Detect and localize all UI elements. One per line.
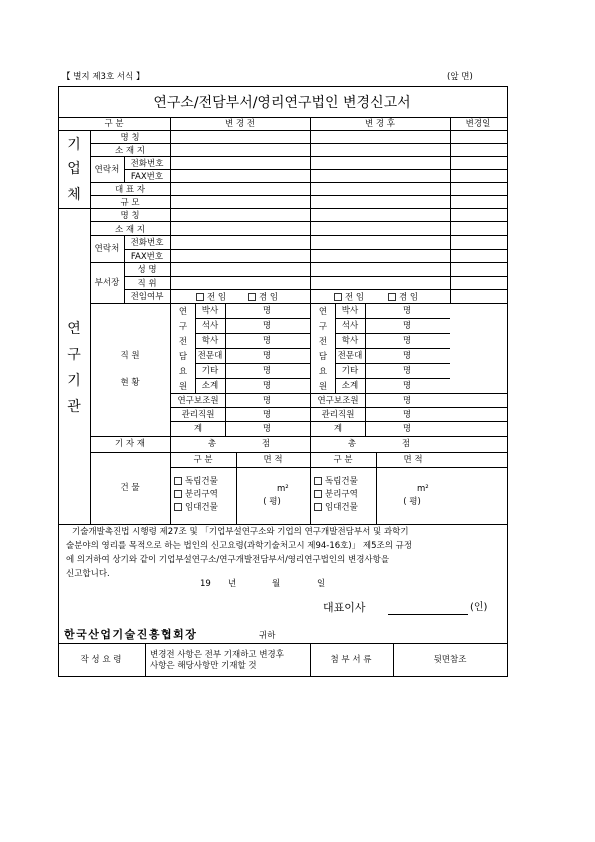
before-unit: 명	[262, 336, 272, 346]
before-researcher-char: 요	[178, 367, 188, 377]
declaration-line-4: 신고합니다.	[66, 569, 110, 579]
before-unit: 명	[262, 424, 272, 434]
form-number: 【 별지 제3호 서식 】	[62, 72, 145, 82]
col-after: 변 경 후	[364, 119, 396, 129]
before-staff-extra: 관리직원	[181, 410, 215, 420]
before-unit: 명	[262, 381, 272, 391]
before-degree-label: 전문대	[197, 351, 223, 361]
staff-label: 직 원	[120, 351, 140, 361]
after-equip-total: 총	[347, 439, 357, 449]
after-degree-label: 소계	[341, 381, 359, 391]
recipient-suffix: 귀하	[259, 631, 276, 641]
before-sqm: m²	[277, 484, 289, 494]
after-unit: 명	[402, 410, 412, 420]
after-unit: 명	[402, 396, 412, 406]
before-degree-label: 석사	[201, 321, 219, 331]
checkbox-icon[interactable]	[314, 477, 322, 485]
before-unit: 명	[262, 351, 272, 361]
after-bld-category: 구 분	[333, 455, 353, 465]
page-side: (앞 면)	[447, 72, 473, 82]
after-degree-label: 전문대	[337, 351, 363, 361]
before-building-option[interactable]: 임대건물	[174, 503, 218, 512]
declaration-line-2: 술분야의 영리를 목적으로 하는 법인의 신고요령(과학기술처고시 제94-16호)」 제5조의 규정	[66, 541, 413, 551]
after-pyeong: ( 평)	[403, 497, 421, 507]
company-contact-label: 연락처	[94, 165, 120, 175]
checkbox-icon[interactable]	[388, 293, 396, 301]
signer-label: 대표이사	[323, 601, 366, 614]
after-researcher-char: 전	[318, 337, 328, 347]
date-year-label: 년	[228, 579, 237, 589]
lab-address-label: 소 재 지	[114, 225, 146, 235]
after-building-option[interactable]: 독립건물	[314, 477, 358, 486]
after-researcher-char: 연	[318, 307, 328, 317]
before-building-option[interactable]: 분리구역	[174, 490, 218, 499]
lab-fax-label: FAX번호	[130, 252, 164, 262]
before-building-option[interactable]: 독립건물	[174, 477, 218, 486]
before-bld-category: 구 분	[193, 455, 213, 465]
before-degree-label: 박사	[201, 306, 219, 316]
checkbox-icon[interactable]	[314, 503, 322, 511]
equipment-label: 기 자 재	[114, 439, 146, 449]
after-unit: 명	[402, 306, 412, 316]
company-scale-label: 규 모	[120, 198, 140, 208]
before-equip-unit: 점	[261, 439, 271, 449]
after-researcher-char: 원	[318, 382, 328, 392]
before-unit: 명	[262, 306, 272, 316]
after-fulltime-option[interactable]: 전 임	[334, 293, 364, 302]
lab-section-2: 구	[67, 347, 81, 363]
lab-name-label: 명 칭	[120, 211, 140, 221]
before-degree-label: 학사	[201, 336, 219, 346]
company-section-1: 기	[67, 137, 81, 153]
before-unit: 명	[262, 396, 272, 406]
form-title: 연구소/전담부서/영리연구법인 변경신고서	[153, 95, 411, 111]
company-ceo-label: 대 표 자	[114, 185, 146, 195]
after-sqm: m²	[417, 484, 429, 494]
after-degree-label: 학사	[341, 336, 359, 346]
after-researcher-char: 구	[318, 322, 328, 332]
company-section-3: 체	[67, 187, 81, 203]
lab-fulltime-label: 전임여부	[130, 292, 164, 302]
guide-text-1: 변경전 사항은 전부 기재하고 변경후	[150, 650, 284, 660]
after-degree-label: 기타	[341, 366, 359, 376]
lab-head-label: 부서장	[94, 278, 120, 288]
recipient: 한국산업기술진흥협회장	[64, 628, 198, 641]
after-staff-extra: 연구보조원	[317, 396, 359, 406]
before-staff-extra: 계	[193, 424, 203, 434]
before-degree-label: 기타	[201, 366, 219, 376]
lab-section-3: 기	[67, 373, 81, 389]
declaration-line-1: 기술개발촉진법 시행령 제27조 및 「기업부설연구소와 기업의 연구개발전담부서 및 과학기	[72, 527, 409, 537]
after-staff-extra: 계	[333, 424, 343, 434]
attach-text: 뒷면참조	[433, 655, 467, 665]
checkbox-icon[interactable]	[314, 490, 322, 498]
before-unit: 명	[262, 366, 272, 376]
checkbox-icon[interactable]	[174, 503, 182, 511]
col-date: 변경일	[465, 119, 491, 129]
declaration-line-3: 에 의거하여 상기와 같이 기업부설연구소/연구개발전담부서/영리연구법인의 변경사항을	[66, 555, 390, 565]
checkbox-icon[interactable]	[174, 490, 182, 498]
company-section-2: 업	[67, 161, 81, 177]
before-degree-label: 소계	[201, 381, 219, 391]
before-pyeong: ( 평)	[263, 497, 281, 507]
after-degree-label: 석사	[341, 321, 359, 331]
before-researcher-char: 담	[178, 352, 188, 362]
after-unit: 명	[402, 381, 412, 391]
before-equip-total: 총	[207, 439, 217, 449]
date-day-label: 일	[317, 579, 326, 589]
after-unit: 명	[402, 424, 412, 434]
before-researcher-char: 구	[178, 322, 188, 332]
company-phone-label: 전화번호	[130, 159, 164, 169]
checkbox-icon[interactable]	[174, 477, 182, 485]
col-before: 변 경 전	[224, 119, 256, 129]
date-year: 19	[200, 579, 211, 589]
staff-label-2: 현 황	[120, 378, 140, 388]
before-bld-area: 면 적	[263, 455, 283, 465]
company-address-label: 소 재 지	[114, 146, 146, 156]
lab-phone-label: 전화번호	[130, 238, 164, 248]
after-bld-area: 면 적	[403, 455, 423, 465]
after-parttime-option[interactable]: 겸 임	[388, 293, 418, 302]
company-fax-label: FAX번호	[130, 172, 164, 182]
building-label: 건 물	[120, 483, 140, 493]
before-parttime-option[interactable]: 겸 임	[248, 293, 278, 302]
lab-section-1: 연	[67, 321, 81, 337]
after-researcher-char: 담	[318, 352, 328, 362]
date-month-label: 월	[272, 579, 281, 589]
after-degree-label: 박사	[341, 306, 359, 316]
before-unit: 명	[262, 321, 272, 331]
after-building-option[interactable]: 분리구역	[314, 490, 358, 499]
before-researcher-char: 원	[178, 382, 188, 392]
after-unit: 명	[402, 351, 412, 361]
before-unit: 명	[262, 410, 272, 420]
checkbox-icon[interactable]	[248, 293, 256, 301]
lab-contact-label: 연락처	[94, 244, 120, 254]
guide-label: 작 성 요 령	[80, 655, 122, 665]
before-researcher-char: 전	[178, 337, 188, 347]
attach-label: 첨 부 서 류	[330, 655, 372, 665]
checkbox-icon[interactable]	[196, 293, 204, 301]
company-name-label: 명 칭	[120, 133, 140, 143]
seal-mark: (인)	[470, 602, 488, 613]
lab-section-4: 관	[67, 399, 81, 415]
after-staff-extra: 관리직원	[321, 410, 355, 420]
after-equip-unit: 점	[401, 439, 411, 449]
after-researcher-char: 요	[318, 367, 328, 377]
after-building-option[interactable]: 임대건물	[314, 503, 358, 512]
after-unit: 명	[402, 321, 412, 331]
before-researcher-char: 연	[178, 307, 188, 317]
guide-text-2: 사항은 해당사항만 기재할 것	[150, 661, 257, 671]
before-staff-extra: 연구보조원	[177, 396, 219, 406]
after-unit: 명	[402, 336, 412, 346]
checkbox-icon[interactable]	[334, 293, 342, 301]
signature-line[interactable]	[388, 614, 468, 615]
lab-head-name-label: 성 명	[137, 265, 157, 275]
after-unit: 명	[402, 366, 412, 376]
lab-head-position-label: 직 위	[137, 279, 157, 289]
before-fulltime-option[interactable]: 전 임	[196, 293, 226, 302]
col-category: 구 분	[104, 119, 124, 129]
